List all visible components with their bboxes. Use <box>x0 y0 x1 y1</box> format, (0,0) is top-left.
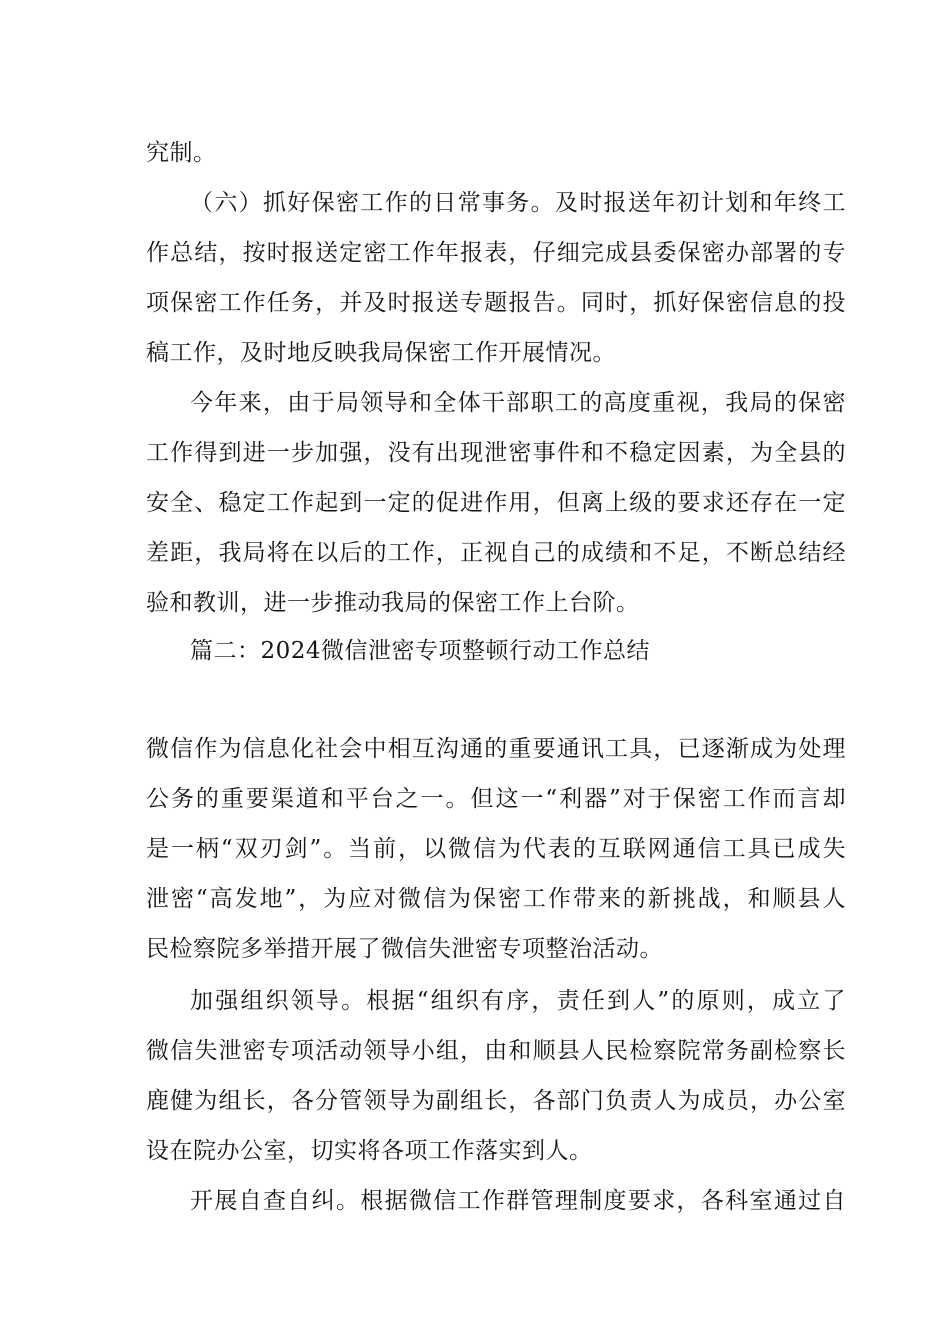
text-line: 鹿健为组长，各分管领导为副组长，各部门负责人为成员，办公室 <box>146 1088 846 1114</box>
text-line: 加强组织领导。根据“组织有序，责任到人”的原则，成立了 <box>190 988 846 1014</box>
text-line: 微信失泄密专项活动领导小组，由和顺县人民检察院常务副检察长 <box>146 1038 846 1064</box>
text-line: 作总结，按时报送定密工作年报表，仔细完成县委保密办部署的专 <box>146 240 846 266</box>
text-line: 验和教训，进一步推动我局的保密工作上台阶。 <box>146 590 640 616</box>
text-line: 微信作为信息化社会中相互沟通的重要通讯工具，已逐渐成为处理 <box>146 736 846 762</box>
text-line: 公务的重要渠道和平台之一。但这一“利器”对于保密工作而言却 <box>146 786 846 812</box>
text-line: 稿工作，及时地反映我局保密工作开展情况。 <box>146 340 616 366</box>
text-line: 泄密“高发地”，为应对微信为保密工作带来的新挑战，和顺县人 <box>146 886 846 912</box>
text-line: 究制。 <box>146 140 217 166</box>
text-line: 项保密工作任务，并及时报送专题报告。同时，抓好保密信息的投 <box>146 290 846 316</box>
text-line: 工作得到进一步加强，没有出现泄密事件和不稳定因素，为全县的 <box>146 440 846 466</box>
text-line: 差距，我局将在以后的工作，正视自己的成绩和不足，不断总结经 <box>146 540 846 566</box>
text-line: 设在院办公室，切实将各项工作落实到人。 <box>146 1138 593 1164</box>
section-heading: 篇二：2024微信泄密专项整顿行动工作总结 <box>190 638 651 664</box>
text-line: 民检察院多举措开展了微信失泄密专项整治活动。 <box>146 936 663 962</box>
text-line: 安全、稳定工作起到一定的促进作用，但离上级的要求还存在一定 <box>146 490 846 516</box>
text-line: 今年来，由于局领导和全体干部职工的高度重视，我局的保密 <box>190 390 846 416</box>
text-line: （六）抓好保密工作的日常事务。及时报送年初计划和年终工 <box>190 190 846 216</box>
text-line: 是一柄“双刃剑”。当前，以微信为代表的互联网通信工具已成失 <box>146 836 846 862</box>
text-line: 开展自查自纠。根据微信工作群管理制度要求，各科室通过自 <box>190 1188 846 1214</box>
